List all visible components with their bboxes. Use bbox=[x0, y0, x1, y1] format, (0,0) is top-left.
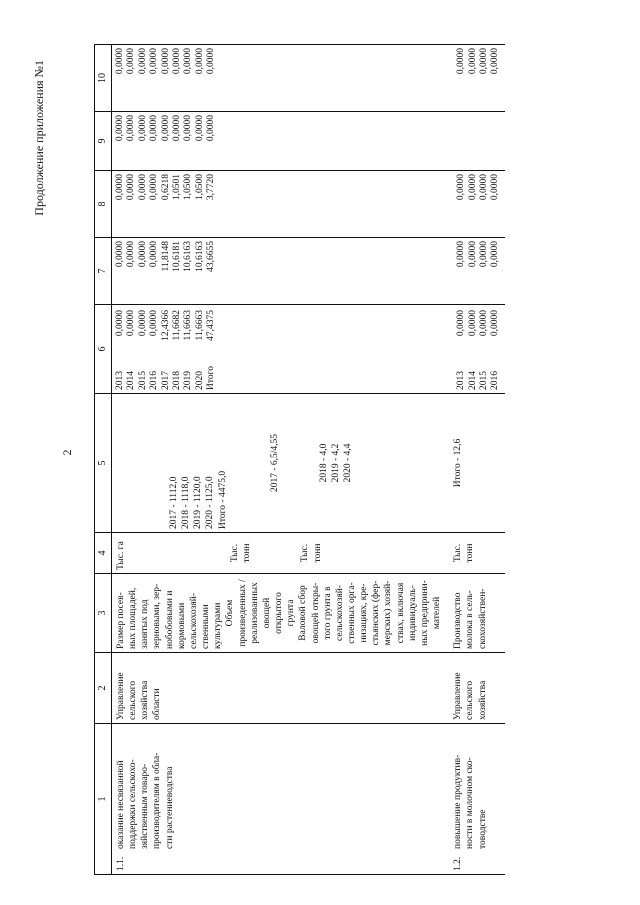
year-list: 2013 2014 2015 2016 2017 2018 2019 2020 Итого bbox=[115, 365, 217, 390]
targets-cell bbox=[112, 394, 447, 533]
targets-vegetables-harvest: 2018 - 4,0 2019 - 4,2 2020 - 4,4 bbox=[318, 443, 354, 483]
measures-table bbox=[94, 44, 505, 875]
funding-col9-values bbox=[446, 112, 505, 171]
year-list: 2013 2014 2015 2016 bbox=[456, 371, 501, 390]
funding-col8-values: 0,0000 0,0000 0,0000 0,0000 0,6218 1,0501 1,0500 1,0500 3,7720 bbox=[112, 171, 447, 238]
targets-cell bbox=[446, 394, 505, 533]
funding-total-values: 0,0000 0,0000 0,0000 0,0000 12,4366 11,6682 11,6663 11,6663 47,4375 bbox=[115, 310, 217, 341]
table-row bbox=[446, 45, 505, 875]
funding-col8-values: 0,0000 0,0000 0,0000 0,0000 bbox=[446, 171, 505, 238]
header-col-3: 3 bbox=[95, 574, 112, 653]
unit-cell: Тыс. тонн bbox=[446, 533, 505, 574]
header-col-5: 5 bbox=[95, 394, 112, 533]
funding-col7-values: 0,0000 0,0000 0,0000 0,0000 bbox=[446, 238, 505, 305]
header-col-10: 10 bbox=[95, 45, 112, 112]
funding-total-cell bbox=[112, 305, 447, 394]
unit-thousand-ha: Тыс. га bbox=[116, 541, 126, 570]
funding-col9-values: 0,0000 0,0000 0,0000 0,0000 0,0000 0,0000 0,0000 0,0000 0,0000 bbox=[112, 112, 447, 171]
responsible-cell: Управление сельского хозяйства bbox=[446, 653, 505, 724]
targets-vegetables-volume: 2017 - 6,5/4,55 bbox=[269, 433, 280, 493]
header-col-4: 4 bbox=[95, 533, 112, 574]
measure-cell bbox=[446, 724, 505, 875]
targets-sown-area: 2017 - 1112,0 2018 - 1118,0 2019 - 1120,0 2020 - 1125,0 Итого - 4475,0 bbox=[169, 470, 228, 529]
funding-total-values: 0,0000 0,0000 0,0000 0,0000 bbox=[456, 310, 501, 337]
header-col-2: 2 bbox=[95, 653, 112, 724]
row-number: 1.2. bbox=[453, 856, 464, 871]
appendix-title: Продолжение приложения №1 bbox=[32, 60, 46, 216]
unit-thousand-tonnes: Тыс. тонн bbox=[230, 543, 253, 563]
funding-col10-values: 0,0000 0,0000 0,0000 0,0000 0,0000 0,0000 0,0000 0,0000 0,0000 bbox=[112, 45, 447, 112]
indicator-vegetables-volume: Объем произведенных / реализованных овощей открытого грунта bbox=[225, 579, 297, 647]
indicator-cell bbox=[112, 574, 447, 653]
unit-thousand-tonnes: Тыс. тонн bbox=[300, 543, 323, 563]
table-row bbox=[112, 45, 447, 875]
indicator-sown-area: Размер посев- ных площадей, занятых под зерновыми, зер- нобобовыми и кормовыми сельскохозяй- ственными культурами bbox=[116, 583, 224, 649]
unit-cell bbox=[112, 533, 447, 574]
measure-name: повышение продуктив- ности в молочном ско- товодстве bbox=[453, 754, 488, 849]
page-number: 2 bbox=[60, 449, 74, 456]
indicator-cell: Производство молока в сель- скохозяйствен- bbox=[446, 574, 505, 653]
header-col-1: 1 bbox=[95, 724, 112, 875]
measure-cell bbox=[112, 724, 447, 875]
measure-name: оказание несвязанной поддержки сельскохо- зяйственным товаро- производителям в обла- сти растениеводства bbox=[116, 752, 175, 849]
responsible-cell: Управление сельского хозяйства области bbox=[112, 653, 447, 724]
header-col-7: 7 bbox=[95, 238, 112, 305]
indicator-vegetables-harvest: Валовой сбор овощей откры- того грунта в сельскохозяй- ственных орга- низациях, кре- стьянских (фер- мерских) хозяй- ствах, включая индивидуаль- ных предприни- мателей bbox=[298, 580, 443, 646]
funding-col7-values: 0,0000 0,0000 0,0000 0,0000 11,8148 10,6181 10,6163 10,6163 43,6655 bbox=[112, 238, 447, 305]
targets-total: Итого - 12,6 bbox=[453, 438, 464, 488]
header-col-8: 8 bbox=[95, 171, 112, 238]
row-number: 1.1. bbox=[116, 856, 126, 871]
funding-total-cell bbox=[446, 305, 505, 394]
header-col-9: 9 bbox=[95, 112, 112, 171]
funding-col10-values: 0,0000 0,0000 0,0000 0,0000 bbox=[446, 45, 505, 112]
table-header-row bbox=[95, 45, 112, 875]
header-col-6: 6 bbox=[95, 305, 112, 394]
